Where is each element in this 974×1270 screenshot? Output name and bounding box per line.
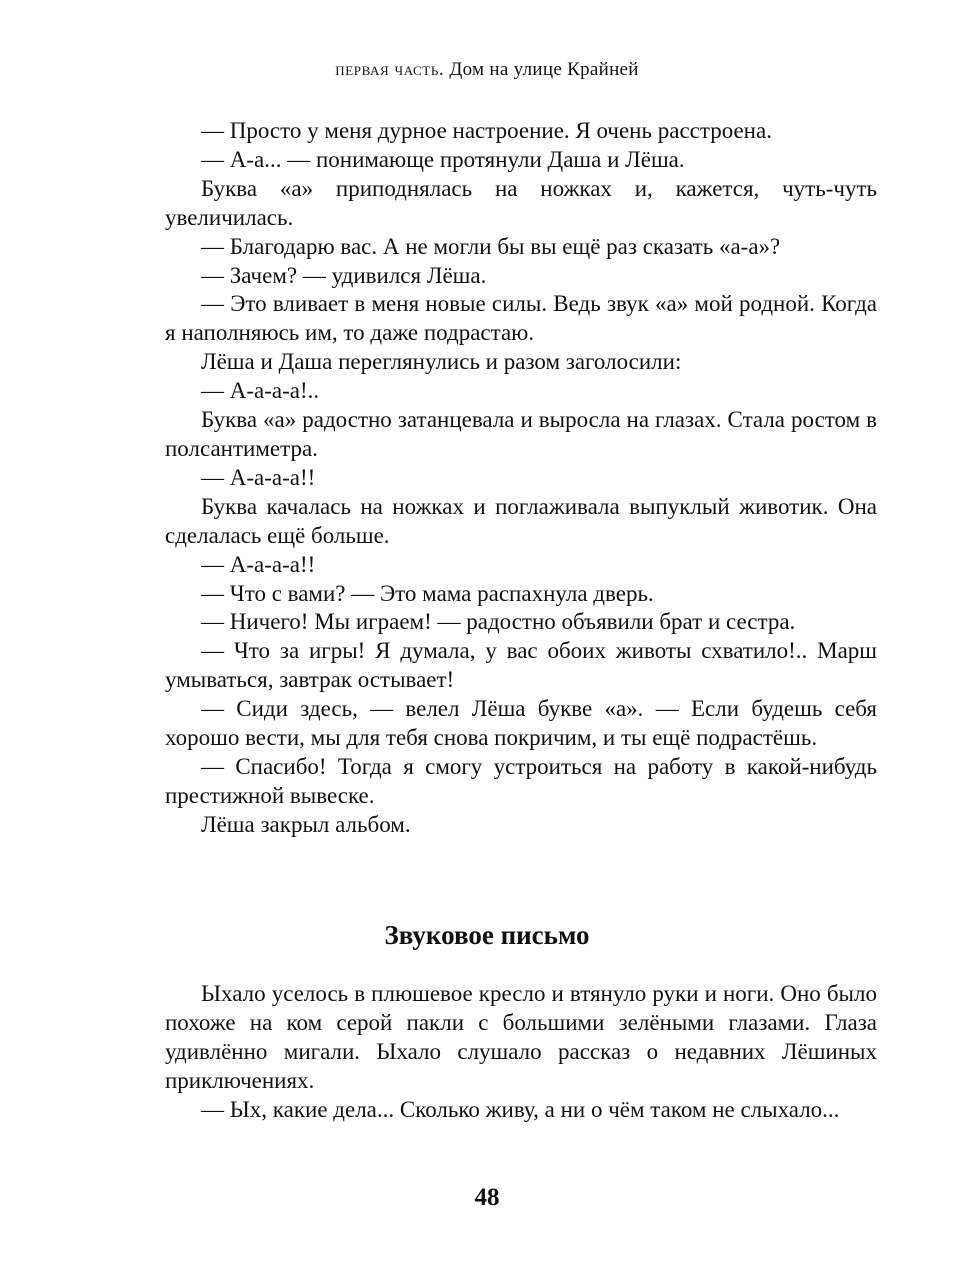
paragraph: Буква «а» приподнялась на ножках и, кажется, чуть-чуть увеличилась. [165,175,877,230]
paragraph: — А-а-а-а!! [201,464,316,490]
running-head [0,58,974,82]
paragraph: — Сиди здесь, — велел Лёша букве «а». — Если будешь себя хорошо вести, мы для тебя снова покричим, и ты ещё подрастёшь. [165,696,877,751]
paragraph: — Просто у меня дурное настроение. Я очень расстроена. [201,118,772,143]
paragraph: Буква «а» радостно затанцевала и выросла на глазах. Стала ростом в полсантиметра. [165,407,877,461]
paragraph: — Ых, какие дела... Сколько живу, а ни о чём таком не слыхало... [201,1096,840,1122]
paragraph: Буква качалась на ножках и поглаживала выпуклый животик. Она сделалась ещё больше. [165,493,877,548]
paragraph: Ыхало уселось в плюшевое кресло и втянуло руки и ноги. Оно было похоже на ком серой пакли с большими зелёными глазами. Глаза удивлённо мигали. Ыхало слушало рассказ о недавних Лёшиных приключениях. [165,981,877,1093]
running-head-title: Дом на улице Крайней [449,59,639,80]
page-number: 48 [474,1184,500,1211]
paragraph: Лёша и Даша переглянулись и разом заголосили: [201,349,682,375]
paragraph: — Что за игры! Я думала, у вас обоих животы схватило!.. Марш умываться, завтрак остывает! [165,638,877,693]
text-block-main [165,117,877,840]
paragraph: — А-а... — понимающе протянули Даша и Лёша. [201,146,685,172]
paragraph: — Спасибо! Тогда я смогу устроиться на работу в какой-нибудь престижной вывеске. [165,753,877,808]
paragraph: — А-а-а-а!! [201,551,316,577]
paragraph: — Это вливает в меня новые силы. Ведь звук «а» мой родной. Когда я наполняюсь им, то даже подрастаю. [165,291,877,346]
paragraph: — Что с вами? — Это мама распахнула дверь. [201,580,654,606]
section-title: Звуковое письмо [384,920,590,950]
paragraph: — Благодарю вас. А не могли бы вы ещё раз сказать «а-а»? [201,233,781,259]
text-block-section [165,980,877,1125]
paragraph: — Зачем? — удивился Лёша. [201,262,487,288]
paragraph: — Ничего! Мы играем! — радостно объявили брат и сестра. [201,609,796,635]
paragraph: Лёша закрыл альбом. [201,811,411,837]
running-head-part: первая часть. [335,59,445,80]
paragraph: — А-а-а-а!.. [201,378,320,404]
